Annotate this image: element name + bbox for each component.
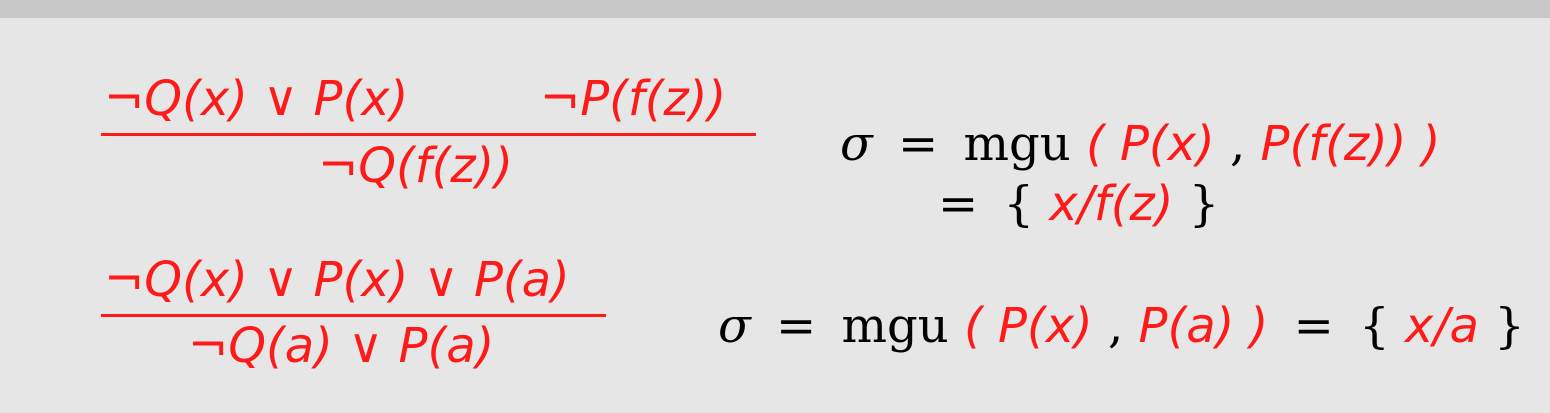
unifier1-result: x/f(z) [1049, 176, 1174, 232]
unifier2-arg1: P(x) [997, 298, 1093, 354]
sigma-symbol: σ [718, 298, 751, 354]
rule2-inference-line [101, 314, 606, 317]
equals-sign: = [938, 176, 979, 232]
unifier1-arg2: P(f(z)) [1260, 116, 1407, 172]
sigma-symbol: σ [840, 116, 873, 172]
unifier2-line [718, 298, 1525, 354]
unifier2-result: x/a [1404, 298, 1479, 354]
rule1-premise-left: ¬Q(x) ∨ P(x) [104, 71, 409, 127]
mgu-operator: mgu [841, 298, 949, 354]
unifier1-line2 [928, 176, 1220, 232]
rule1-inference-line [101, 133, 756, 136]
comma: , [1108, 298, 1124, 354]
left-brace: { [1003, 176, 1035, 232]
right-brace: } [1188, 176, 1220, 232]
right-brace: } [1494, 298, 1525, 354]
close-paren: ) [1249, 298, 1269, 354]
top-bar [0, 0, 1550, 18]
left-brace: { [1359, 298, 1390, 354]
rule2-premise: ¬Q(x) ∨ P(x) ∨ P(a) [104, 252, 570, 308]
rule1-conclusion: ¬Q(f(z)) [318, 138, 513, 194]
unifier1-arg1: P(x) [1119, 116, 1215, 172]
open-paren: ( [963, 298, 983, 354]
unifier1-line1 [840, 116, 1441, 172]
equals-sign-2: = [1293, 298, 1334, 354]
rule1-premise-right: ¬P(f(z)) [540, 71, 727, 127]
open-paren: ( [1085, 116, 1105, 172]
close-paren: ) [1421, 116, 1441, 172]
rule2-conclusion: ¬Q(a) ∨ P(a) [188, 318, 495, 374]
equals-sign: = [898, 116, 939, 172]
unifier2-arg2: P(a) [1138, 298, 1235, 354]
equals-sign: = [776, 298, 817, 354]
comma: , [1230, 116, 1246, 172]
mgu-operator: mgu [963, 116, 1071, 172]
